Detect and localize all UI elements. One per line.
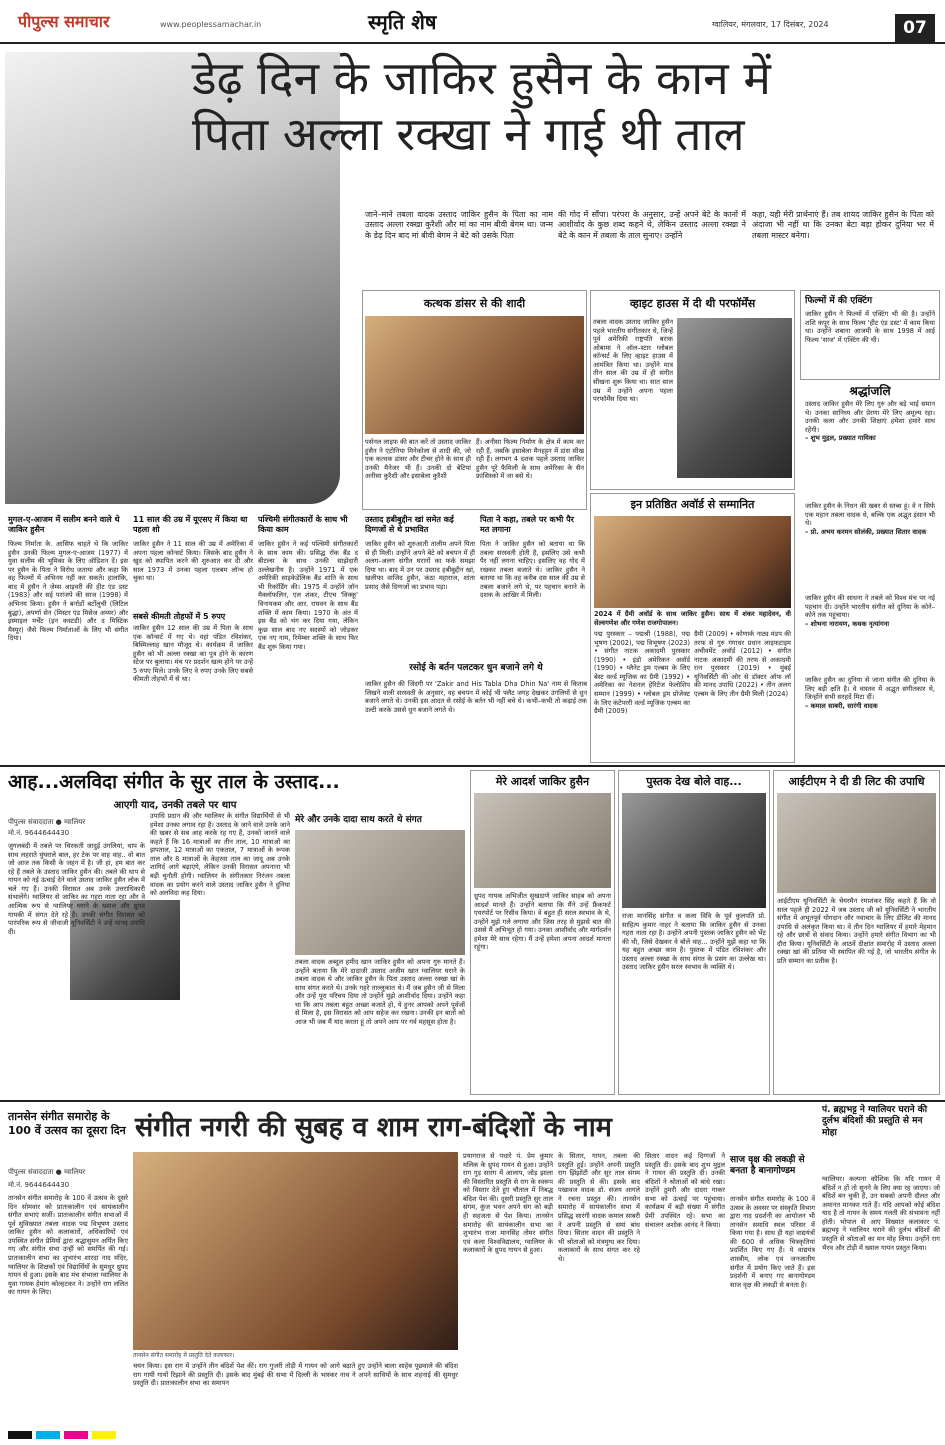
- lead-intro-col3: कहा, यही मेरी प्रार्थनाएं हैं। तब शायद जाकिर हुसैन के पिता को अंदाजा भी नहीं था कि उनका बेटा बड़ा होकर दुनिया भर में तबला मास्टर बनेगा।: [752, 210, 934, 240]
- tribute-1-text: उस्ताद जाकिर हुसैन मेरे लिए गुरु और बड़े भाई समान थे। उनका सानिध्य और प्रेरणा मेरे लिए अमूल्य रहा। उनकी कला और उनकी शिक्षाएं हमेशा हमारे साथ रहेंगी।: [805, 400, 935, 434]
- sculpture-text: तानसेन संगीत समारोह के 100 वें उत्सव के अवसर पर संस्कृति विभाग द्वारा नाद प्रदर्शनी का आयोजन भी तानसेन समाधि स्थल परिसर में किया गया है। साथ ही यहां वाद्ययंत्रों की 600 से अधिक चित्रकृतियां प्रदर्शित किए गए हैं। ये वाद्ययंत्र शास्त्रीय, लोक एवं जनजातीय संगीत में प्रयोग किए जाते हैं। इस प्रदर्शनी में बनाए गए बानागोण्डम साज वृक्ष की लकड़ी से बनता है।: [730, 1195, 815, 1289]
- habib-text: जाकिर हुसैन को शुरुआती तालीम अपने पिता से ही मिली। उन्होंने अपने बेटे को बचपन में ही अलग–अलग संगीत घरानों का फर्क समझा दिया था। बाद में उन पर उस्ताद हबीबुद्दीन खां, खलीफा वाजिद हुसैन, कंठा महाराज, शांता प्रसाद जैसे दिग्गजों का प्रभाव पड़ा।: [365, 540, 475, 591]
- usa-text: जाकिर हुसैन ने 11 साल की उम्र में अमेरिका में अपना पहला कॉन्सर्ट किया। जिसके बाद हुसैन ने खुद को स्थापित करने की शुरुआत कर दी और साल 1973 में उनका पहला एलबम लॉन्च हो चुका था।: [133, 540, 253, 583]
- print-color-bar-magenta: [64, 1431, 88, 1439]
- itm-title: आईटीएम ने दी डी लिट की उपाधि: [788, 775, 925, 788]
- salil-text: ग्वालियर। कल्पना कौशिक कि यदि गायन में बंदिशें न हों तो सुनने के लिए क्या रह जाएगा। जो बंदिशें बन चुकी हैं, उन सबको अपनी दौलत और अमानत मानकर गाते हैं। यदि आपको कोई बंदिश याद है तो गायन के समय गलती की संभावना नहीं होती। भोपाल से आए विख्यात कलाकार पं. ब्रह्मभट्ट ने ग्वालियर घराने की दुर्लभ बंदिशों की प्रस्तुति से श्रोताओं का मन मोह लिया। उन्होंने राग भैरव और टोड़ी में ख्याल गायन प्रस्तुत किया।: [822, 1175, 940, 1252]
- whitehouse-title: व्हाइट हाउस में दी थी परफॉर्मेंस: [629, 297, 756, 310]
- page-number: 07: [895, 14, 935, 42]
- tribute-3: [805, 594, 935, 674]
- tribute-1: [805, 400, 935, 500]
- book-title: पुस्तक देख बोले वाह...: [646, 775, 742, 788]
- tansen-col1: तानसेन संगीत समारोह के 100 वें उत्सव के दूसरे दिन सोमवार को प्रातःकालीन एवं सायंकालीन संगीत सभाएं सजीं। प्रातःकालीन संगीत सभाओं में पूर्व सुविख्यात तबला वादक पद्म विभूषण उस्ताद जाकिर हुसैन को कलाकारों, अधिकारियों एवं उपस्थित संगीत प्रेमियों द्वारा श्रद्धासुमन अर्पित किए गए और संगीत सभा उन्हीं को समर्पित की गई। प्रातःकालीन सभा का शुभारंभ शारदा नाद मंदिर, ग्वालियर के शिक्षकों एवं विद्यार्थियों के सुमधुर ध्रुपद गायन से हुआ। इसके बाद मंच संभाला ग्वालियर के युवा गायक हेमांग कोल्हटकर ने। उन्होंने राग ललित का गायन के लिए।: [8, 1194, 128, 1297]
- awards-photo-grammy: [594, 516, 791, 608]
- tribute-4-text: जाकिर हुसैन का दुनिया से जाना संगीत की दुनिया के लिए बड़ी क्षति है। वे वास्तव में अद्भुत संगीतकार थे, जिन्होंने सभी सरहदें मिटा दीं।: [805, 676, 935, 702]
- itm-photo-statue: [777, 793, 936, 893]
- tribute-2: [805, 502, 935, 590]
- father-text: पिता ने जाकिर हुसैन को बताया था कि तबला सरस्वती होती है, इसलिए उसे कभी पैर नहीं लगना चाहिए। इसलिए वह गोद में रखकर तबला बजाते थे। जाकिर हुसैन ने बताया था कि वह करीब दस साल की उम्र से तबला बजाने लगे थे, पर पहचान बनाने के दशक के आखिर में मिली।: [480, 540, 585, 600]
- tribute-4: [805, 676, 935, 754]
- awards-col1: पद्म पुरस्कार – पद्मश्री (1988), पद्म भूषण (2002), पद्म विभूषण (2023) • संगीत नाटक अकादमी पुरस्कार (1990) • इंडो अमेरिकन अवॉर्ड (1990) • प्लैनेट ड्रम एल्बम के लिए बेस्ट वर्ल्ड म्यूजिक का ग्रैमी (1992) • अमेरिका का नेशनल हेरिटेज फेलोशिप सम्मान (1999) • ग्लोबल ड्रम प्रोजेक्ट के लिए कंटेंपररी वर्ल्ड म्यूजिक एल्बम का ग्रैमी (2009): [594, 630, 690, 716]
- tansen-byline: पीपुल्स संवाददाता ● ग्वालियर: [8, 1168, 86, 1176]
- divider-line: [0, 765, 945, 767]
- print-color-bar-cyan: [36, 1431, 60, 1439]
- itm-text: आईटीएम यूनिवर्सिटी के चेयरमैन रमाशंकर सिंह कहते हैं कि वो साल पहले ही 2022 में जब उस्ताद जी को यूनिवर्सिटी ने भारतीय संगीत में अभूतपूर्व योगदान और नवाचार के लिए डीलिट की मानद उपाधि से अलंकृत किया था। वे तीन दिन ग्वालियर में हमारे मेहमान रहे और छात्रों से संवाद किया। उन्होंने हमारे संगीत विभाग का भी दौरा किया। यूनिवर्सिटी के आठवें दीक्षांत समारोह में उस्ताद अल्ला रक्खा खां की प्रतिमा भी स्थापित की गई है, जो भारतीय संगीत के प्रति सम्मान का प्रतीक है।: [777, 897, 936, 965]
- awards-caption: 2024 में ग्रैमी अवॉर्ड के साथ जाकिर हुसैन। साथ में शंकर महादेवन, वी सेल्वगणेश और गणेश राजगोपालन।: [594, 610, 791, 627]
- tribute-1-by: – शुभ मुद्गल, प्रख्यात गायिका: [805, 434, 876, 443]
- lead-headline-line1: डेढ़ दिन के जाकिर हुसैन के कान में: [192, 51, 771, 105]
- newspaper-logo[interactable]: पीपुल्स समाचार: [18, 12, 110, 31]
- usa-text2: जाकिर हुसैन 12 साल की उम्र में पिता के साथ एक कॉन्सर्ट में गए थे। वहां पंडित रविशंकर, बिस्मिल्लाह खान मौजूद थे। कार्यक्रम में जाकिर हुसैन को भी अल्ला रक्खा का पुत्र होने के कारण स्टेज पर बुलाया। मंच पर प्रदर्शन खत्म होने पर उन्हें 5 रुपए मिले। उनके लिए वे रुपए उनके लिए सबसे कीमती तोहफों में से था।: [133, 624, 253, 684]
- book-photo: [622, 793, 766, 908]
- tribute-col2: उपाधि प्रदान की और ग्वालियर के संगीत विद्यार्थियों से भी हमेशा उनका लगाव रहा है। उस्ताद के जाने वाले उनके जाने की खबर से सब आह करके रह गए हैं, उनको जानने वाले कहते हैं कि 16 मात्राओं का तीन ताल, 10 मात्राओं का झपताल, 12 मात्राओं का एकताल, 7 मात्राओं के रूपक ताल और 8 मात्राओं के केहरवा ताल का जादू अब उनके शागिर्द आगे बढ़ाएंगे, लेकिन उनकी विरासत अपनाना भी बड़ी चुनौती होगी। ग्वालियर के संगीतकार निरंजन तबला वादक का प्रयोग करने वाले उस्ताद जाकिर हुसैन ने दुनिया को अलविदा कह दिया।: [150, 812, 290, 898]
- tributes-title: श्रद्धांजलि: [849, 384, 891, 398]
- tansen-kicker: तानसेन संगीत समारोह के 100 वें उत्सव का दूसरा दिन: [8, 1110, 126, 1137]
- kitchen-text: जाकिर हुसैन की जिंदगी पर 'Zakir and His Tabla Dha Dhin Na' नाम से किताब लिखने वाली सरस्वती के अनुसार, वह बचपन में कोई भी फ्लैट जगह देखकर उंगलियों से धुन बजाने लगते थे। उनकी इस आदत से रसोई के बर्तन भी नहीं बचे थे। कभी–कभी तो कढ़ाई तक उल्टी करके उससे धुन बजाने लगते थे।: [365, 680, 587, 714]
- website-url[interactable]: www.peoplessamachar.in: [160, 20, 262, 29]
- western-title: पश्चिमी संगीतकारों के साथ भी किया काम: [258, 515, 348, 534]
- divider-line-2: [0, 1100, 945, 1102]
- fatehbhai-photo: [295, 830, 465, 955]
- tribute-phone: मो.नं. 9644644430: [8, 829, 70, 837]
- book-text: राजा मानसिंह संगीत व कला विवि के पूर्व कुलपति प्रो. साहित्य कुमार नाहर ने बताया कि जाकिर हुसैन से उनका गहरा नाता रहा है। उन्होंने अपनी पुस्तक जाकिर हुसैन को भेंट की थी, जिसे देखकर वे बोले वाह... उन्होंने मुझे कहा था कि यह बहुत अच्छा काम है। पुस्तक में पंडित रविशंकर और उस्ताद अल्ला रक्खा के साथ संगत के प्रसंग का उल्लेख था। उस्ताद जाकिर हुसैन सरल स्वभाव के व्यक्ति थे।: [622, 912, 766, 972]
- tribute-3-text: जाकिर हुसैन की साधना ने तबले को विश्व मंच पर नई पहचान दी। उन्होंने भारतीय संगीत को दुनिया के कोने–कोने तक पहुंचाया।: [805, 594, 935, 620]
- ideal-title: मेरे आदर्श जाकिर हुसैन: [495, 775, 590, 788]
- tansen-headline: संगीत नगरी की सुबह व शाम राग-बंदिशों के नाम: [135, 1112, 612, 1143]
- fatehbhai-title: मेरे और उनके दादा साथ करते थे संगत: [295, 815, 422, 825]
- sculpture-title: साज वृक्ष की लकड़ी से बनता है बानागोण्डम: [730, 1155, 805, 1177]
- whitehouse-text: तबला वादक उस्ताद जाकिर हुसैन पहले भारतीय संगीतकार थे, जिन्हें पूर्व अमेरिकी राष्ट्रपति बराक ओबामा ने ऑल–स्टार ग्लोबल कॉन्सर्ट के लिए व्हाइट हाउस में आमंत्रित किया था। उन्होंने मात्र तीन साल की उम्र में ही संगीत सीखना शुरू किया था। सात साल उम्र में उन्होंने अपना पहला परफॉर्मेंस दिया था।: [593, 318, 673, 404]
- tribute-col1: जुगलबंदी में तबले पर थिरकती जादुई उंगलियां, थाप के साथ लहराते घुंघराले बाल, हर टेक पर वाह वाह.. वो बात जो आज तक किसी के जहन में है। जी हां, हम बात कर रहे हैं तबले के उस्ताद जाकिर हुसैन की। तबले की थाप से गायन को नई ऊंचाई देने वाले उस्ताद जाकिर हुसैन लोक में चले गए हैं। उनकी विरासत अब उनके उत्तराधिकारी संभालेंगे। ग्वालियर से जाकिर का गहरा नाता रहा और वे आत्मिक रूप से ग्वालियर घराने के ख्याल और ध्रुपद गायकी में संगत देते रहे हैं। उनकी संगीत विरासत को पारंपरिक रूप से जीवाजी यूनिवर्सिटी ने उन्हें मानद उपाधि दी।: [8, 842, 145, 936]
- dateline: ग्वालियर, मंगलवार, 17 दिसंबर, 2024: [712, 20, 829, 29]
- tribute-2-text: जाकिर हुसैन के निधन की खबर से स्तब्ध हूं। वे न सिर्फ एक महान तबला वादक थे, बल्कि एक अद्भुत इंसान भी थे।: [805, 502, 935, 528]
- kathak-col2: हैं। अनीसा फिल्म निर्माण के क्षेत्र में काम कर रही हैं, जबकि इसाबेला मैनहट्टन में डांस सीख रही हैं। लगभग 4 दशक पहले उस्ताद जाकिर हुसैन पूरे फैमिली के साथ अमेरिका के सैन फ्रांसिस्को में जा बसे थे।: [476, 438, 584, 481]
- films-title: फिल्मों में की एक्टिंग: [805, 296, 873, 306]
- tansen-col4: के सितार, गायन, तबला की प्रस्तुति हुई। उन्होंने अपनी प्रस्तुति राग झिंझोटी और सुर ताल संगम की प्रस्तुति से की। इसके बाद पखावज वादक डॉ. संजय आगले ने रचना प्रस्तुत की। तानसेन समारोह में सायंकालीन सभा में प्रसिद्ध सारंगी वादक कमाल साबरी ने अपनी प्रस्तुति से समां बांध दिया। सितार वादन की प्रस्तुति ने भी श्रोताओं को मंत्रमुग्ध कर दिया। कलाकारों के साथ संगत कर रहे थे।: [558, 1152, 640, 1263]
- kathak-col1: पर्सनल लाइफ की बात करें तो उस्ताद जाकिर हुसैन ने एंटोनिया मिनेकोला से शादी की, जो एक कत्थक डांसर और टीचर होने के साथ ही उनकी मैनेजर भी हैं। उनकी दो बेटियां अनीसा कुरैशी और इसाबेला कुरैशी: [365, 438, 471, 481]
- tansen-caption: तानसेन संगीत समारोह में प्रस्तुति देते कलाकार।: [133, 1352, 235, 1359]
- tansen-photo-stage: [133, 1152, 458, 1350]
- masthead: [0, 0, 945, 44]
- early-title: मुगल-ए-आजम में सलीम बनने वाले थे जाकिर हुसैन: [8, 515, 120, 534]
- section-title: स्मृति शेष: [368, 10, 437, 34]
- usa-title: 11 साल की उम्र में यूएसए में किया था पहला शो: [133, 515, 248, 534]
- awards-title: इन प्रतिष्ठित अवॉर्ड से सम्मानित: [630, 498, 755, 511]
- lead-intro-col1: जाने–माने तबला वादक उस्ताद जाकिर हुसैन के पिता का नाम उस्ताद अल्ला रक्खा कुरैशी और मां का नाम बीवी बेगम था। जन्म के डेढ़ दिन बाद मां बीवी बेगम ने बेटे को उसके पिता: [365, 210, 553, 240]
- ideal-text: ध्रुपद गायक अभिजीत सुखदाणे जाकिर साहब को अपना आदर्श मानते हैं। उन्होंने बताया कि मैंने उन्हें फ्रैंकफर्ट एयरपोर्ट पर रिसीव किया। वे बहुत ही सरल स्वभाव के थे, उन्होंने मुझे गले लगाया और जिस तरह से मुझसे बात की उससे मैं अभिभूत हो गया। उनका आशीर्वाद और मार्गदर्शन हमेशा मेरे साथ रहेगा। मैं उन्हें हमेशा अपना आदर्श मानता रहूंगा।: [474, 892, 611, 952]
- print-color-bar-yellow: [92, 1431, 116, 1439]
- father-title: पिता ने कहा, तबले पर कभी पैर मत लगाना: [480, 515, 574, 534]
- tribute-strip-sub: आएगी याद, उनकी तबले पर थाप: [113, 800, 237, 811]
- usa-title2: सबसे कीमती तोहफों में 5 रुपए: [133, 612, 226, 621]
- lead-headline: [192, 50, 932, 162]
- lead-intro-col2: की गोद में सौंपा। परंपरा के अनुसार, उन्हें अपने बेटे के कानों में आशीर्वाद के कुछ शब्द कहने थे, लेकिन उस्ताद अल्ला रक्खा ने बेटे के कान में तबला के ताल सुनाए। उन्होंने: [558, 210, 746, 240]
- tansen-phone: मो.नं. 9644644430: [8, 1181, 70, 1189]
- tribute-strip-title: आह...अलविदा संगीत के सुर ताल के उस्ताद...: [8, 771, 340, 793]
- lead-headline-line2: पिता अल्ला रक्खा ने गाई थी ताल: [192, 107, 745, 161]
- kitchen-title: रसोई के बर्तन पलटकर धुन बजाने लगे थे: [409, 663, 543, 673]
- ideal-photo: [474, 793, 611, 888]
- early-text: फिल्म निर्माता के. आसिफ चाहते थे कि जाकिर हुसैन उनकी फिल्म मुगल-ए-आजम (1977) में युवा सलीम की भूमिका के लिए ऑडिशन दें। इस पर हुसैन के पिता ने विरोध जताया और कहा कि वह फिल्मों में अभिनय नहीं कर सकते। हालांकि, बाद में हुसैन ने जेम्स आइवरी की हीट एंड डस्ट (1983) और सई परांजपे की साज (1998) में अभिनय किया। हुसैन ने बर्नार्डो बर्टोलुची (लिटिल बुद्धा), अपर्णा सेन (मिस्टर एंड मिसेज अय्यर) और इस्माइल मर्चेंट (इन कस्टडी) और द मिस्टिक मैस्यूर) जैसे फिल्म निर्माताओं के लिए भी संगीत दिया।: [8, 540, 128, 643]
- whitehouse-photo-performance: [677, 318, 792, 478]
- tribute-3-by: – शोभना नारायण, कथक नृत्यांगना: [805, 619, 890, 628]
- tansen-col5: सितार वादन कई दिग्गजों ने प्रस्तुति दी। इसके बाद शुभ मुद्गल ने गायन की प्रस्तुति दी। उनकी बंदिशों ने श्रोताओं को बांधे रखा। उन्होंने ठुमरी और दादरा गाकर सभा को ऊंचाई पर पहुंचाया। कार्यक्रम में बड़ी संख्या में संगीत प्रेमी उपस्थित रहे। सभा का संचालन अशोक आनंद ने किया।: [645, 1152, 725, 1229]
- print-color-bar-black: [8, 1431, 32, 1439]
- tribute-byline: पीपुल्स संवाददाता ● ग्वालियर: [8, 818, 86, 826]
- films-text: जाकिर हुसैन ने फिल्मों में एक्टिंग भी की है। उन्होंने शशि कपूर के साथ फिल्म 'हीट एंड डस्ट' में काम किया था। उन्होंने शबाना आजमी के साथ 1998 में आई फिल्म 'साज' में एक्टिंग की थी।: [805, 310, 935, 344]
- salil-title: पं. ब्रह्मभट्ट ने ग्वालियर घराने की दुर्लभ बंदिशों की प्रस्तुति से मन मोहा: [822, 1105, 928, 1138]
- tribute-4-by: – कमाल साबरी, सारंगी वादक: [805, 701, 878, 710]
- kathak-photo-couple: [365, 316, 584, 434]
- western-text: जाकिर हुसैन ने कई पश्चिमी संगीतकारों के साथ काम की। प्रसिद्ध रॉक बैंड द बीटल्स के साथ उनकी साझेदारी उल्लेखनीय है। उन्होंने 1971 में एक अमेरिकी साइकेडेलिक बैंड शांति के साथ भी रिकॉर्डिंग की। 1975 में उन्होंने जॉन मैक्लॉफलिन, एल शंकर, टीएच 'विक्कू' विनायकम और आर. राघवन के साथ बैंड शक्ति में काम किया। 1970 के अंत में इस बैंड को भंग कर दिया गया, लेकिन कुछ साल बाद नए सदस्यों को जोड़कर एक नए नाम, रिमेम्बर शक्ति के साथ फिर बैंड शुरू किया गया।: [258, 540, 358, 651]
- kathak-title: कत्थक डांसर से की शादी: [423, 297, 526, 310]
- awards-col2: ग्रैमी (2009) • कोणार्क नाट्य मंडप की तरफ से गुरु गंगाधर प्रधान लाइफटाइम अचीवमेंट अवॉर्ड (2012) • संगीत नाटक अकादमी की तरफ से अकादमी रत्न पुरस्कार (2019) • मुंबई यूनिवर्सिटी की ओर से डॉक्टर ऑफ लॉ की मानद उपाधि (2022) • तीन अलग एल्बम के लिए तीन ग्रैमी मिली (2024): [694, 630, 791, 698]
- tribute-2-by: – प्रो. अभय करमन सोलंकी, प्रख्यात सितार वादक: [805, 527, 927, 536]
- tansen-col3: प्रयागराज से पधारे पं. प्रेम कुमार मलिक के ध्रुपद गायन से हुआ। उन्होंने राग गुड़ सारंग में आलाप, जोड़ झाला की विस्तारित प्रस्तुति से राग के स्वरूप को विस्तार देते हुए चौताल में निबद्ध बंदिश पेश की। दूसरी प्रस्तुति सुर ताल संगम, कुंज भवन अपने संग को बड़ी ही सहजता से पेश किया। तानसेन समारोह की सायंकालीन सभा का शुभारंभ राजा मानसिंह तोमर संगीत एवं कला विश्वविद्यालय, ग्वालियर के कलाकारों के ध्रुपद गायन से हुआ।: [463, 1152, 553, 1255]
- habib-title: उस्ताद हबीबुद्दीन खां समेत कई दिग्गजों से थे प्रभावित: [365, 515, 454, 534]
- tansen-col2: चयन किया। इस राग में उन्होंने तीन बंदिशें पेश कीं। राग गुजरी तोड़ी में गायन को आगे बढ़ाते हुए उन्होंने बाला साहेब पूछवाले की बंदिश राग गायी गायों रिझाने की प्रस्तुति दी। इसके बाद मुंबई की सभा में दिल्ली के भास्कर नाथ ने अपने साथियों के साथ शहनाई की सुमधुर प्रस्तुति दी। प्रातःकालीन सभा का समापन: [133, 1362, 458, 1388]
- fatehbhai-text: तबला वादक अब्दुल हमीद खान जाकिर हुसैन को अपना गुरु मानते हैं। उन्होंने बताया कि मेरे दादाजी उस्ताद अजीम खान ग्वालियर घराने के तबला वादक थे और जाकिर हुसैन के पिता उस्ताद अल्ला रक्खा खां के साथ संगत करते थे। उनके गहरे ताल्लुकात थे। मैं जब हुसैन जी से मिला और उन्हें पूरा परिचय दिया तो उन्होंने मुझे आशीर्वाद दिया। उन्होंने कहा था कि आप तबला बहुत अच्छा बजाते हो, ये हुनर आपको अपने पूर्वजों से मिला है, इस विरासत को आप सहेज कर रखना। उनकी इन बातों को आज भी जब मैं याद करता हूं तो अपने आप पर गर्व महसूस होता है।: [295, 958, 465, 1026]
